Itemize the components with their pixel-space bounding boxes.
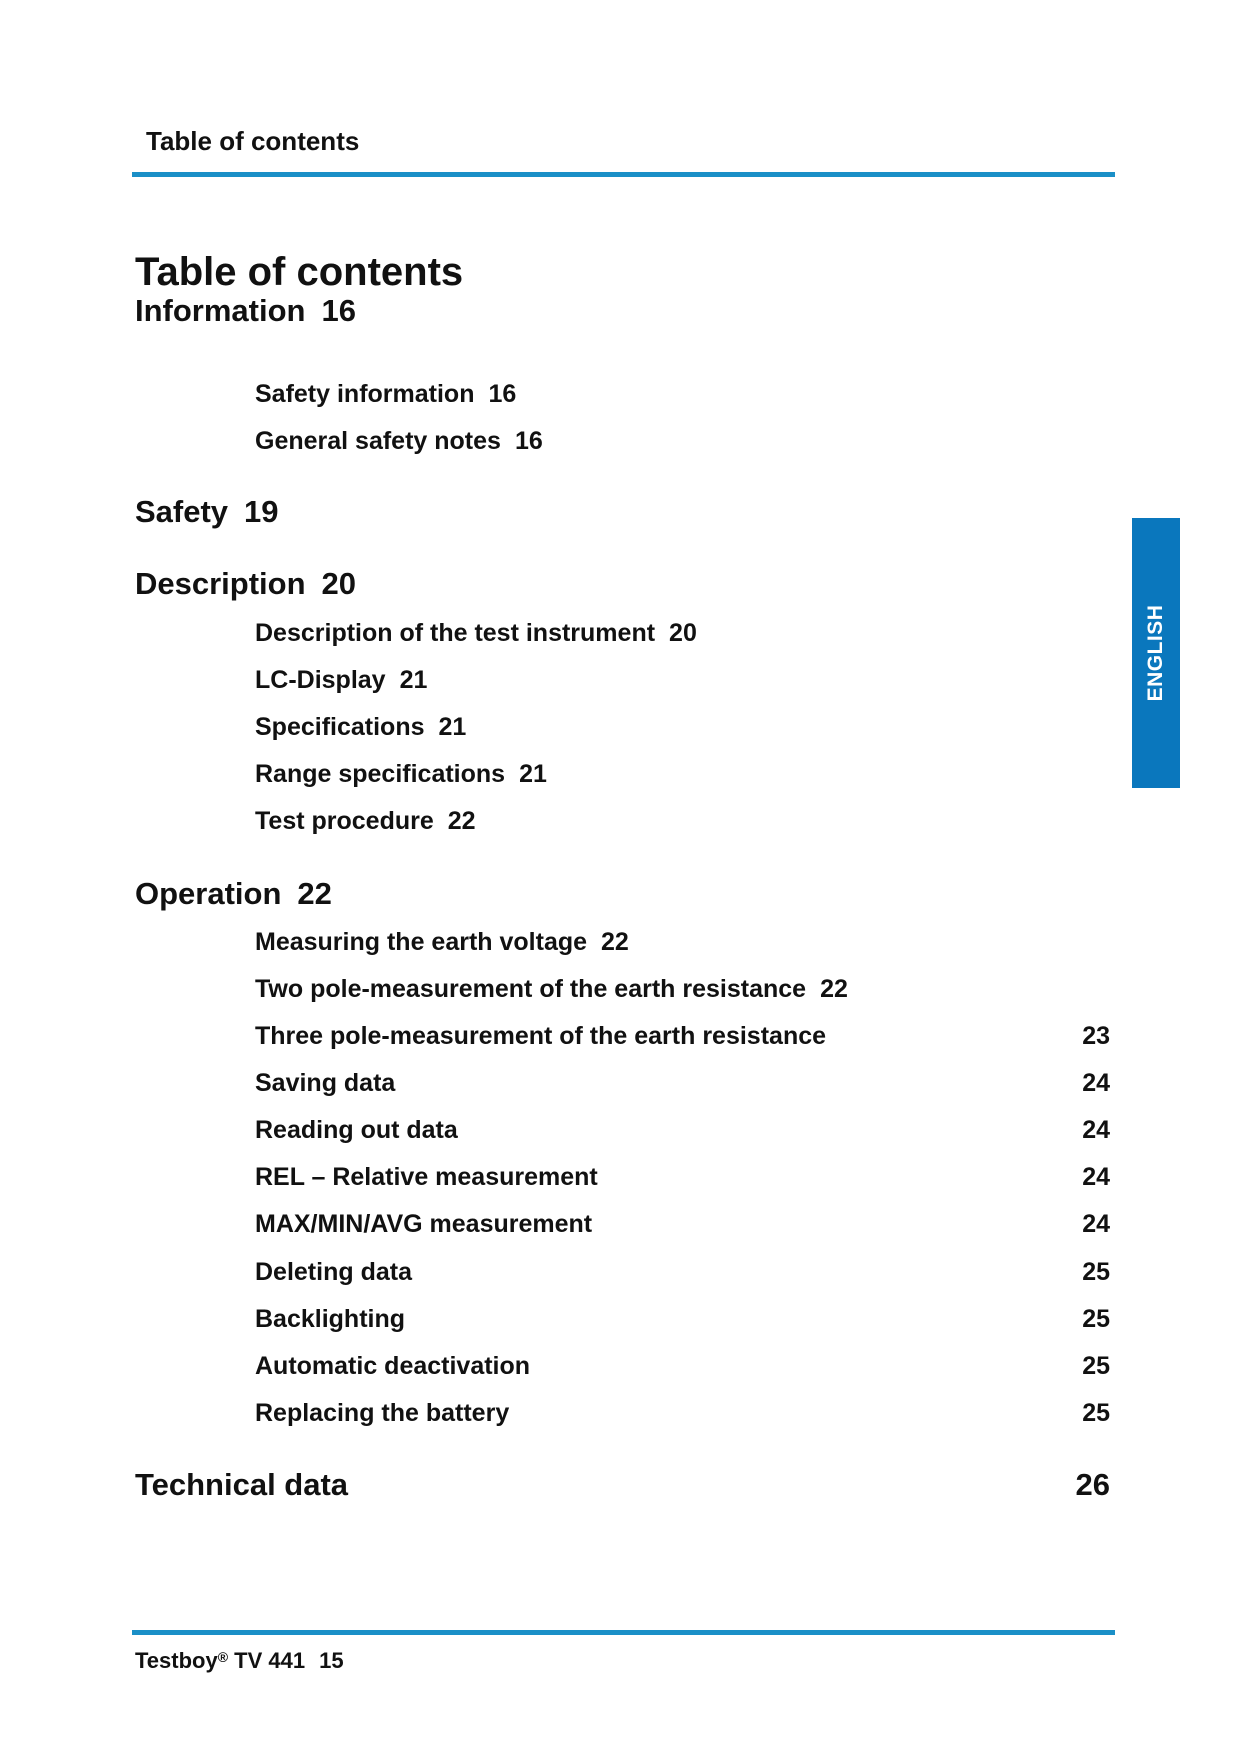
toc-entry-operation[interactable]: [135, 876, 332, 912]
toc-entry-page: 20: [669, 619, 697, 647]
toc-entry-page: 21: [438, 713, 467, 741]
toc-entry-page: 21: [519, 760, 547, 788]
toc-entry-title: Information: [135, 293, 306, 328]
toc-entry-page: 21: [399, 666, 428, 694]
toc-entry-page: 23: [1082, 1022, 1110, 1050]
toc-entry-page: 25: [1082, 1352, 1110, 1380]
registered-mark: ®: [217, 1649, 229, 1665]
toc-entry-title: Safety information: [255, 380, 475, 408]
toc-entry-measuring-the-earth-voltage[interactable]: [255, 927, 629, 957]
toc-entry-description[interactable]: [135, 566, 356, 602]
toc-entry-reading-out-data[interactable]: [255, 1115, 1110, 1145]
toc-entry-title: Test procedure: [255, 807, 434, 835]
toc-entry-page: 22: [601, 928, 629, 956]
toc-entry-page: 22: [447, 807, 476, 835]
toc-entry-deleting-data[interactable]: [255, 1257, 1110, 1287]
toc-entry-description-of-the-test-instrument[interactable]: [255, 618, 697, 648]
toc-entry-title: MAX/MIN/AVG measurement: [255, 1210, 593, 1238]
toc-entry-title: Safety: [135, 494, 229, 529]
page-title: Table of contents: [135, 250, 464, 294]
toc-entry-title: Specifications: [255, 713, 425, 741]
footer-model: TV 441: [234, 1648, 306, 1673]
toc-entry-title: Reading out data: [255, 1116, 458, 1144]
toc-entry-page: 24: [1082, 1163, 1110, 1191]
toc-entry-title: Saving data: [255, 1069, 396, 1097]
footer: [135, 1646, 344, 1676]
toc-entry-automatic-deactivation[interactable]: [255, 1351, 1110, 1381]
toc-entry-page: 24: [1082, 1210, 1110, 1238]
toc-entry-safety[interactable]: [135, 494, 279, 530]
toc-entry-title: Operation: [135, 876, 282, 911]
toc-entry-title: Range specifications: [255, 760, 506, 788]
footer-page-number: 15: [319, 1648, 344, 1673]
toc-entry-page: 16: [514, 427, 543, 455]
toc-entry-page: 25: [1082, 1399, 1110, 1427]
toc-entry-title: Replacing the battery: [255, 1399, 510, 1427]
toc-entry-page: 20: [321, 566, 357, 601]
toc-entry-title: REL – Relative measurement: [255, 1163, 598, 1191]
toc-entry-safety-information[interactable]: [255, 379, 516, 409]
toc-entry-page: 19: [244, 494, 279, 529]
toc-entry-title: Two pole-measurement of the earth resistance: [255, 975, 807, 1003]
toc-entry-title: Three pole-measurement of the earth resistance: [255, 1022, 827, 1050]
toc-entry-title: General safety notes: [255, 427, 501, 455]
toc-entry-lc-display[interactable]: [255, 665, 427, 695]
toc-entry-page: 16: [321, 293, 356, 328]
toc-entry-max-min-avg-measurement[interactable]: [255, 1209, 1110, 1239]
toc-entry-title: Automatic deactivation: [255, 1352, 531, 1380]
toc-entry-specifications[interactable]: [255, 712, 466, 742]
running-header-title: Table of contents: [146, 126, 360, 156]
footer-brand: Testboy: [135, 1648, 218, 1673]
toc-entry-page: 16: [488, 380, 517, 408]
toc-entry-range-specifications[interactable]: [255, 759, 547, 789]
toc-entry-general-safety-notes[interactable]: [255, 426, 543, 456]
header-rule: [132, 172, 1115, 177]
footer-rule: [132, 1630, 1115, 1635]
toc-entry-test-procedure[interactable]: [255, 806, 476, 836]
toc-entry-rel-relative-measurement[interactable]: [255, 1162, 1110, 1192]
toc-entry-technical-data[interactable]: [135, 1467, 1110, 1503]
toc-entry-replacing-the-battery[interactable]: [255, 1398, 1110, 1428]
toc-entry-information[interactable]: [135, 293, 356, 329]
language-tab-label: ENGLISH: [1144, 604, 1167, 702]
toc-entry-title: LC-Display: [255, 666, 386, 694]
toc-entry-title: Description: [135, 566, 306, 601]
toc-entry-page: 24: [1082, 1116, 1110, 1144]
toc-entry-page: 25: [1082, 1258, 1110, 1286]
toc-entry-page: 22: [820, 975, 848, 1003]
toc-entry-page: 22: [297, 876, 332, 911]
toc-entry-page: 25: [1082, 1305, 1110, 1333]
toc-entry-title: Measuring the earth voltage: [255, 928, 588, 956]
language-tab: [1132, 518, 1180, 788]
toc-entry-three-pole-measurement[interactable]: [255, 1021, 1110, 1051]
toc-entry-title: Deleting data: [255, 1258, 412, 1286]
toc-entry-saving-data[interactable]: [255, 1068, 1110, 1098]
toc-entry-backlighting[interactable]: [255, 1304, 1110, 1334]
toc-entry-page: 26: [1075, 1467, 1110, 1502]
toc-entry-title: Technical data: [135, 1467, 349, 1502]
toc-entry-title: Description of the test instrument: [255, 619, 656, 647]
toc-entry-title: Backlighting: [255, 1305, 406, 1333]
toc-entry-page: 24: [1082, 1069, 1110, 1097]
toc-entry-two-pole-measurement[interactable]: [255, 974, 848, 1004]
